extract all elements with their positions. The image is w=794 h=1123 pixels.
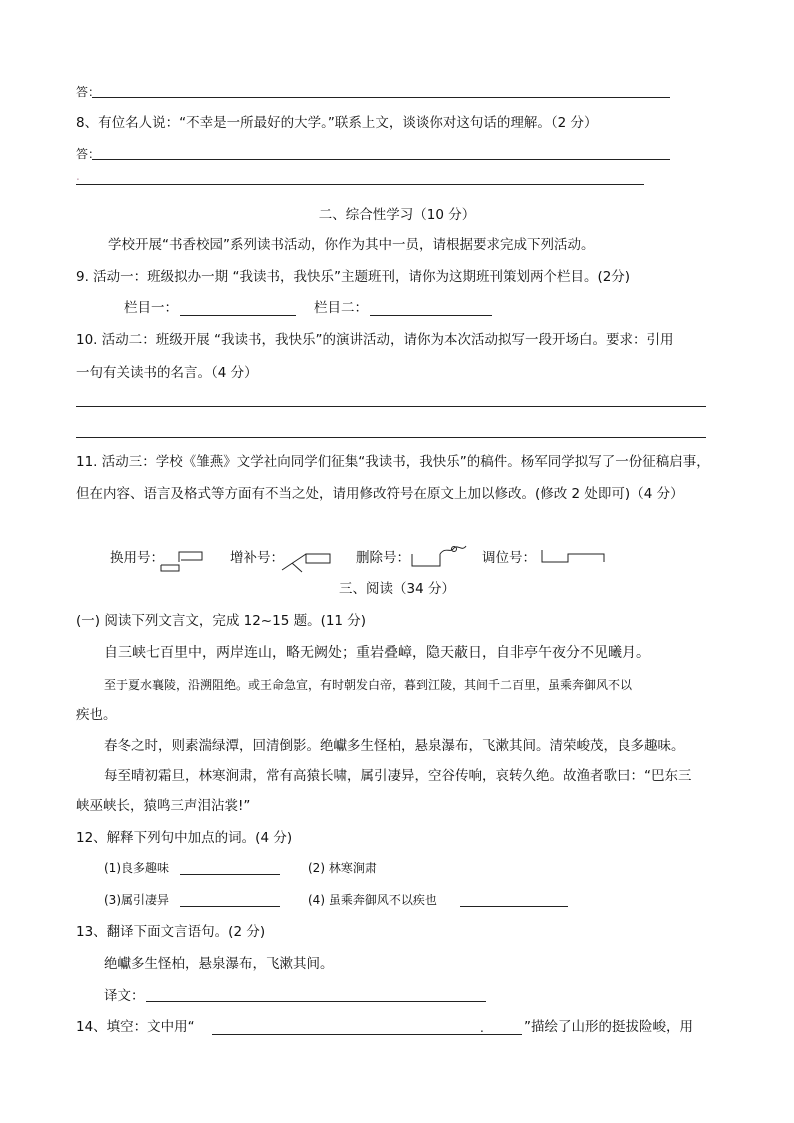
passage-paragraph-2-line2: 疾也。	[76, 707, 117, 723]
q13-sentence: 绝巘多生怪柏，悬泉瀑布，飞漱其间。	[104, 956, 334, 972]
q12-item-3: (3)属引凄异	[104, 893, 169, 907]
passage-paragraph-1: 自三峡七百里中，两岸连山，略无阙处；重岩叠嶂，隐天蔽日，自非亭午夜分不见曦月。	[104, 645, 650, 661]
q8-question: 8、有位名人说：“不幸是一所最好的大学。”联系上文，谈谈你对这句话的理解。（2 分）	[76, 115, 598, 131]
q13-translation-label: 译文：	[104, 988, 145, 1004]
q8-mark: .	[76, 169, 80, 183]
q13-translation-line[interactable]	[146, 1001, 486, 1002]
q7-answer-line[interactable]	[92, 97, 670, 98]
q7-answer-label: 答：	[76, 85, 101, 99]
q11-question-line2: 但在内容、语言及格式等方面有不当之处，请用修改符号在原文上加以修改。(修改 2 处即可)（4 分）	[76, 486, 684, 502]
q12-item-3-blank[interactable]	[180, 906, 280, 907]
q9-column2-blank[interactable]	[370, 315, 492, 316]
section3-title: 三、阅读（34 分）	[339, 581, 455, 597]
q12-item-4-blank[interactable]	[460, 906, 568, 907]
delete-symbol-icon	[410, 542, 468, 570]
swap-symbol-label: 调位号：	[482, 550, 536, 566]
q12-item-2: (2) 林寒涧肃	[308, 861, 377, 875]
passage-paragraph-4-line1: 每至晴初霜旦，林寒涧肃，常有高猿长啸，属引凄异，空谷传响，哀转久绝。故渔者歌曰：“巴东三	[104, 768, 692, 784]
q10-answer-line-2[interactable]	[76, 437, 706, 438]
q12-item-1: (1)良多趣味	[104, 861, 169, 875]
passage-paragraph-2-line1: 至于夏水襄陵，沿溯阻绝。或王命急宣，有时朝发白帝，暮到江陵，其间千二百里，虽乘奔御风不以	[104, 678, 633, 692]
swap-symbol-icon	[540, 548, 606, 568]
q13-question: 13、翻译下面文言语句。(2 分)	[76, 924, 266, 940]
q10-answer-line-1[interactable]	[76, 406, 706, 407]
q11-question-line1: 11. 活动三：学校《雏燕》文学社向同学们征集“我读书，我快乐”的稿件。杨军同学拟写了一份征稿启事，	[76, 454, 710, 470]
q12-question: 12、解释下列句中加点的词。(4 分)	[76, 830, 293, 846]
q9-question: 9. 活动一：班级拟办一期 “我读书，我快乐”主题班刊，请你为这期班刊策划两个栏目。(2分)	[76, 269, 631, 285]
q10-question-line2: 一句有关读书的名言。（4 分）	[76, 365, 258, 381]
q8-answer-line-2[interactable]	[76, 184, 644, 185]
section2-title: 二、综合性学习（10 分）	[318, 207, 476, 223]
section2-intro: 学校开展“书香校园”系列读书活动，你作为其中一员，请根据要求完成下列活动。	[108, 237, 595, 253]
part1-intro: (一) 阅读下列文言文，完成 12~15 题。(11 分)	[76, 613, 367, 629]
replace-symbol-label: 换用号：	[110, 550, 164, 566]
passage-paragraph-4-line2: 峡巫峡长，猿鸣三声泪沾裳!”	[76, 798, 251, 814]
q14-question-end: ”描绘了山形的挺拔险峻，用	[524, 1019, 693, 1035]
q8-answer-label: 答：	[76, 147, 101, 161]
q10-question-line1: 10. 活动二：班级开展 “我读书，我快乐”的演讲活动，请你为本次活动拟写一段开场白。要求：引用	[76, 332, 674, 348]
q12-item-4: (4) 虽乘奔御风不以疾也	[308, 893, 437, 907]
delete-symbol-label: 删除号：	[356, 550, 410, 566]
passage-paragraph-3: 春冬之时，则素湍绿潭，回清倒影。绝巘多生怪柏，悬泉瀑布，飞漱其间。清荣峻茂，良多趣味。	[104, 738, 685, 754]
insert-symbol-icon	[280, 548, 334, 574]
q14-question-start: 14、填空：文中用“	[76, 1019, 195, 1035]
q12-item-1-blank[interactable]	[180, 874, 280, 875]
q8-answer-line-1[interactable]	[92, 159, 670, 160]
replace-symbol-icon	[160, 548, 206, 572]
q14-blank[interactable]	[212, 1034, 522, 1035]
q14-dot: .	[480, 1021, 484, 1035]
q9-column1-blank[interactable]	[180, 315, 296, 316]
q9-column2-label: 栏目二：	[314, 300, 368, 316]
insert-symbol-label: 增补号：	[230, 550, 284, 566]
q9-column1-label: 栏目一：	[124, 300, 178, 316]
